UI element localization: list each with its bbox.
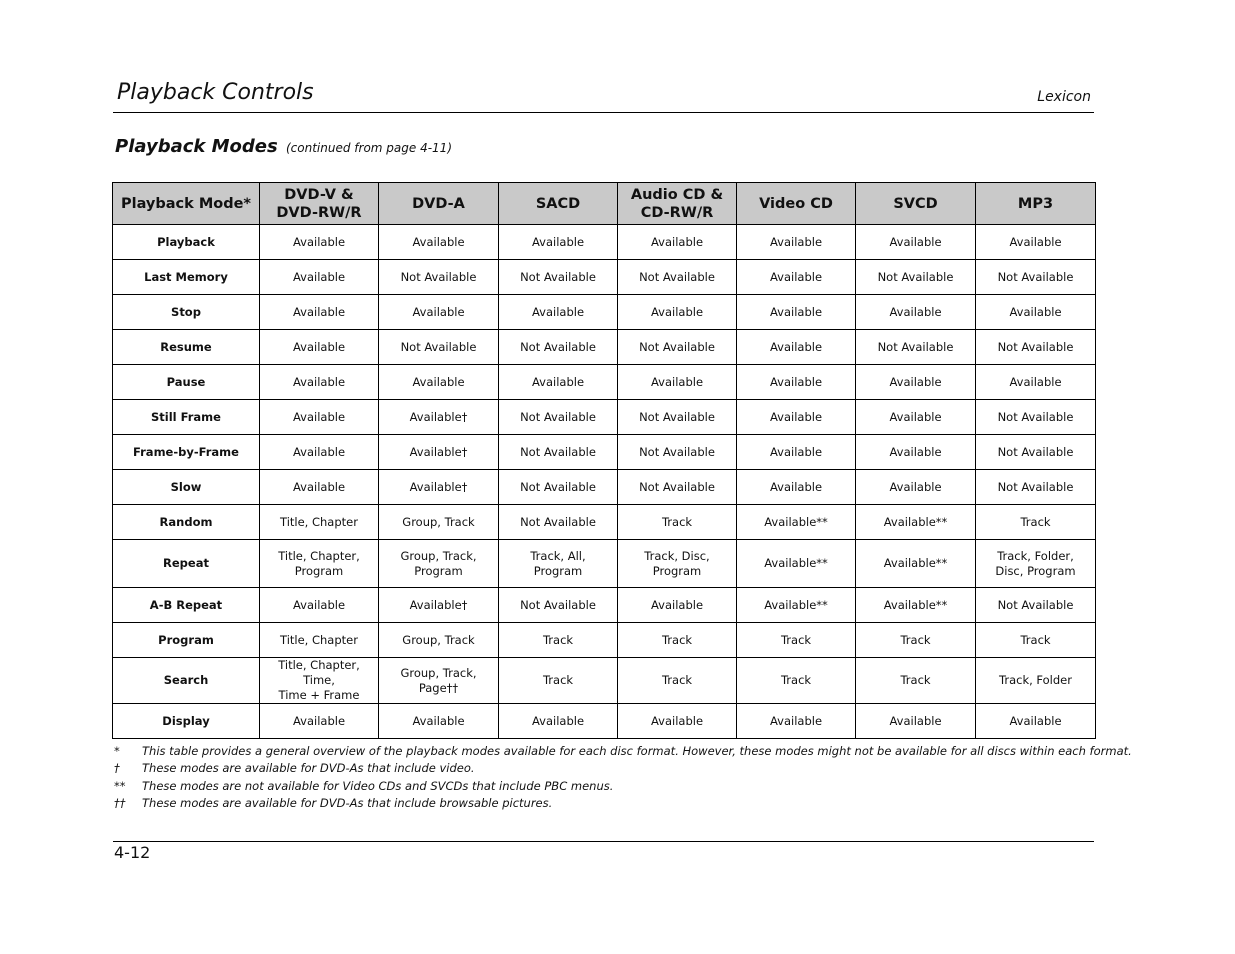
row-header-cell: Pause bbox=[113, 365, 260, 400]
table-row bbox=[113, 295, 1096, 330]
column-header: SACD bbox=[499, 183, 618, 225]
row-header-cell: Program bbox=[113, 623, 260, 658]
page-header-title: Playback Controls bbox=[117, 80, 314, 105]
table-cell: Not Available bbox=[976, 400, 1096, 435]
table-cell: Available bbox=[260, 470, 379, 505]
table-cell: Title, Chapter, Time, Time + Frame bbox=[260, 658, 379, 704]
column-header-line: Audio CD & CD-RW/R bbox=[630, 186, 724, 221]
column-header: Playback Mode* bbox=[113, 183, 260, 225]
table-cell: Track bbox=[856, 658, 976, 704]
table-cell: Available bbox=[618, 225, 737, 260]
row-header-cell: Repeat bbox=[113, 540, 260, 588]
column-header: Video CD bbox=[737, 183, 856, 225]
table-cell: Track bbox=[618, 658, 737, 704]
table-row bbox=[113, 588, 1096, 623]
section-title-text: Playback Modes bbox=[115, 136, 278, 157]
table-cell: Available bbox=[737, 704, 856, 739]
table-cell: Available bbox=[260, 400, 379, 435]
table-cell: Group, Track, Page†† bbox=[379, 658, 499, 704]
column-header bbox=[260, 183, 379, 225]
footnotes bbox=[114, 742, 1132, 812]
row-header-cell: Display bbox=[113, 704, 260, 739]
table-cell: Not Available bbox=[499, 400, 618, 435]
table-cell: Track bbox=[976, 505, 1096, 540]
table-cell: Available bbox=[260, 365, 379, 400]
footnote-symbol: * bbox=[114, 743, 120, 758]
table-cell: Not Available bbox=[499, 330, 618, 365]
table-cell: Available** bbox=[856, 540, 976, 588]
section-title bbox=[115, 136, 452, 157]
table-row bbox=[113, 365, 1096, 400]
footnote bbox=[114, 742, 1132, 760]
row-header-cell: Frame-by-Frame bbox=[113, 435, 260, 470]
table-cell: Available bbox=[618, 295, 737, 330]
footnote-text: These modes are available for DVD-As that include browsable pictures. bbox=[142, 796, 553, 811]
table-cell: Not Available bbox=[976, 470, 1096, 505]
table-cell: Not Available bbox=[618, 400, 737, 435]
table-cell: Track, Disc, Program bbox=[618, 540, 737, 588]
table-cell: Available** bbox=[856, 588, 976, 623]
table-row bbox=[113, 704, 1096, 739]
table-cell: Not Available bbox=[856, 260, 976, 295]
table-cell: Available bbox=[260, 260, 379, 295]
table-row bbox=[113, 623, 1096, 658]
table-cell: Not Available bbox=[499, 505, 618, 540]
table-cell: Available bbox=[856, 225, 976, 260]
row-header-cell: Playback bbox=[113, 225, 260, 260]
section-continuation-note: (continued from page 4-11) bbox=[286, 141, 452, 155]
table-cell: Available† bbox=[379, 435, 499, 470]
table-row bbox=[113, 470, 1096, 505]
table-cell: Available bbox=[976, 704, 1096, 739]
table-cell: Available bbox=[737, 470, 856, 505]
playback-modes-table bbox=[112, 182, 1096, 739]
table-cell: Available** bbox=[737, 505, 856, 540]
table-cell: Available† bbox=[379, 588, 499, 623]
table-cell: Track bbox=[618, 623, 737, 658]
footnote-text: These modes are available for DVD-As that include video. bbox=[142, 761, 475, 776]
table-cell: Available bbox=[976, 225, 1096, 260]
table-cell: Available bbox=[737, 330, 856, 365]
row-header-cell: Random bbox=[113, 505, 260, 540]
table-cell: Available bbox=[260, 588, 379, 623]
table-row bbox=[113, 540, 1096, 588]
table-cell: Available bbox=[856, 435, 976, 470]
table-cell: Available bbox=[737, 365, 856, 400]
table-header-row bbox=[113, 183, 1096, 225]
table-cell: Title, Chapter, Program bbox=[260, 540, 379, 588]
column-header: MP3 bbox=[976, 183, 1096, 225]
table-row bbox=[113, 435, 1096, 470]
table-cell: Available bbox=[618, 588, 737, 623]
table-cell: Available bbox=[976, 365, 1096, 400]
table-cell: Available** bbox=[737, 588, 856, 623]
table-cell: Available bbox=[856, 295, 976, 330]
table-cell: Available bbox=[737, 225, 856, 260]
table-cell: Not Available bbox=[618, 435, 737, 470]
table-cell: Available bbox=[260, 225, 379, 260]
table-cell: Not Available bbox=[976, 435, 1096, 470]
footnote-text: This table provides a general overview of the playback modes available for each disc format. However, these modes might not be available for all discs within each format. bbox=[142, 743, 1132, 758]
footnote bbox=[114, 777, 1132, 795]
table-cell: Available bbox=[379, 365, 499, 400]
table-row bbox=[113, 505, 1096, 540]
row-header-cell: Stop bbox=[113, 295, 260, 330]
table-cell: Available bbox=[260, 330, 379, 365]
table-cell: Available bbox=[618, 365, 737, 400]
page-header-brand: Lexicon bbox=[1037, 89, 1091, 105]
row-header-cell: Resume bbox=[113, 330, 260, 365]
table-cell: Available bbox=[618, 704, 737, 739]
row-header-cell: Search bbox=[113, 658, 260, 704]
table-cell: Not Available bbox=[499, 470, 618, 505]
column-header bbox=[618, 183, 737, 225]
table-cell: Track bbox=[856, 623, 976, 658]
page-number: 4-12 bbox=[114, 843, 151, 862]
table-cell: Available bbox=[976, 295, 1096, 330]
table-cell: Title, Chapter bbox=[260, 505, 379, 540]
table-cell: Track bbox=[618, 505, 737, 540]
table-cell: Not Available bbox=[379, 330, 499, 365]
footnote-text: These modes are not available for Video CDs and SVCDs that include PBC menus. bbox=[142, 778, 614, 793]
table-cell: Track, All, Program bbox=[499, 540, 618, 588]
table-cell: Available bbox=[379, 225, 499, 260]
table-cell: Available bbox=[499, 704, 618, 739]
table-cell: Available† bbox=[379, 470, 499, 505]
table-cell: Available bbox=[737, 260, 856, 295]
footnote bbox=[114, 795, 1132, 813]
table-cell: Available** bbox=[737, 540, 856, 588]
table-cell: Available bbox=[737, 295, 856, 330]
table-cell: Available bbox=[379, 704, 499, 739]
row-header-cell: Still Frame bbox=[113, 400, 260, 435]
table-row bbox=[113, 330, 1096, 365]
table-cell: Available bbox=[499, 365, 618, 400]
table-cell: Track bbox=[499, 658, 618, 704]
table-body bbox=[113, 225, 1096, 739]
table-cell: Track bbox=[499, 623, 618, 658]
table-cell: Title, Chapter bbox=[260, 623, 379, 658]
table-cell: Available bbox=[499, 295, 618, 330]
table-cell: Not Available bbox=[856, 330, 976, 365]
table-cell: Available bbox=[856, 704, 976, 739]
table-cell: Group, Track bbox=[379, 623, 499, 658]
table-cell: Track bbox=[737, 623, 856, 658]
table-cell: Available bbox=[379, 295, 499, 330]
table-cell: Available** bbox=[856, 505, 976, 540]
table-cell: Not Available bbox=[976, 588, 1096, 623]
table-cell: Available bbox=[499, 225, 618, 260]
table-cell: Not Available bbox=[976, 260, 1096, 295]
table-cell: Track, Folder, Disc, Program bbox=[976, 540, 1096, 588]
table-cell: Not Available bbox=[499, 435, 618, 470]
table-cell: Group, Track, Program bbox=[379, 540, 499, 588]
column-header-line: DVD-V & DVD-RW/R bbox=[276, 186, 362, 221]
footer-divider bbox=[113, 841, 1094, 842]
footnote bbox=[114, 760, 1132, 778]
table-row bbox=[113, 658, 1096, 704]
table-cell: Not Available bbox=[976, 330, 1096, 365]
footnote-symbol: †† bbox=[114, 796, 126, 811]
table-cell: Not Available bbox=[379, 260, 499, 295]
row-header-cell: Last Memory bbox=[113, 260, 260, 295]
table-cell: Track bbox=[737, 658, 856, 704]
column-header: SVCD bbox=[856, 183, 976, 225]
table-cell: Available bbox=[856, 400, 976, 435]
table-cell: Not Available bbox=[499, 260, 618, 295]
table-cell: Not Available bbox=[618, 260, 737, 295]
header-divider bbox=[113, 112, 1094, 113]
table-cell: Track bbox=[976, 623, 1096, 658]
table-cell: Available bbox=[260, 295, 379, 330]
table-row bbox=[113, 260, 1096, 295]
row-header-cell: A-B Repeat bbox=[113, 588, 260, 623]
footnote-symbol: † bbox=[114, 761, 120, 776]
table-cell: Available bbox=[260, 704, 379, 739]
table-cell: Available bbox=[856, 470, 976, 505]
footnote-symbol: ** bbox=[114, 778, 126, 793]
table-cell: Track, Folder bbox=[976, 658, 1096, 704]
table-cell: Not Available bbox=[618, 470, 737, 505]
table-cell: Available† bbox=[379, 400, 499, 435]
table-cell: Available bbox=[260, 435, 379, 470]
table-cell: Available bbox=[737, 435, 856, 470]
table-cell: Available bbox=[856, 365, 976, 400]
table-row bbox=[113, 225, 1096, 260]
table-cell: Not Available bbox=[618, 330, 737, 365]
table-cell: Not Available bbox=[499, 588, 618, 623]
table-cell: Available bbox=[737, 400, 856, 435]
column-header: DVD-A bbox=[379, 183, 499, 225]
table-cell: Group, Track bbox=[379, 505, 499, 540]
table-row bbox=[113, 400, 1096, 435]
row-header-cell: Slow bbox=[113, 470, 260, 505]
